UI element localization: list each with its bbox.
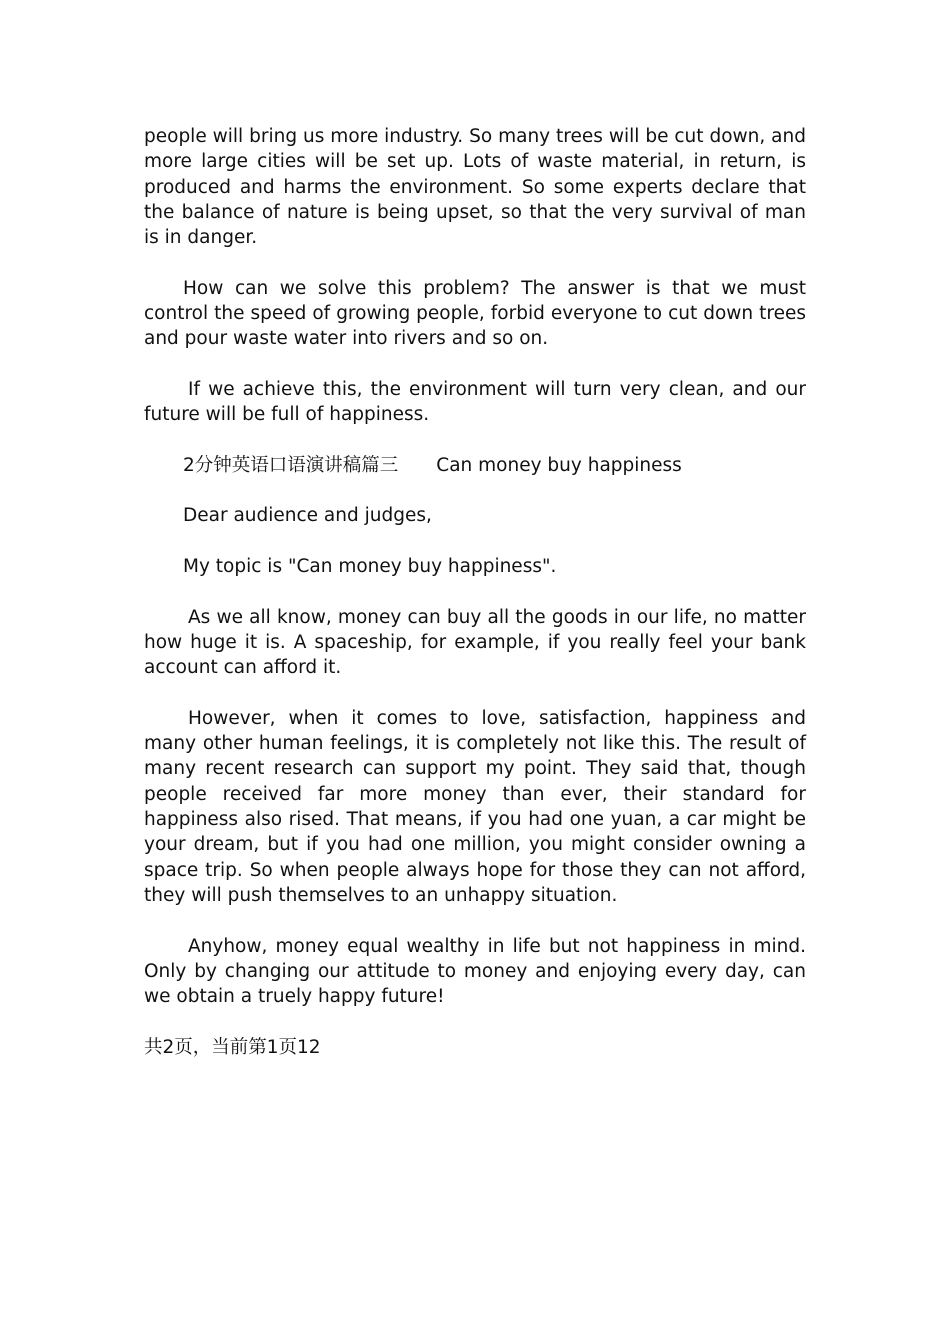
paragraph-environment-problems: people will bring us more industry. So many trees will be cut down, and more large cities will be set up. Lots of waste material, in return, is produced and harms the environment. So some experts declare that the balance of nature is being upset, so that the very survival of man is in danger. [144, 126, 806, 249]
paragraph-money-buys-goods: As we all know, money can buy all the goods in our life, no matter how huge it is. A spaceship, for example, if you really feel your bank account can afford it. [144, 606, 806, 679]
document-page [144, 124, 806, 1060]
paragraph-human-feelings: However, when it comes to love, satisfaction, happiness and many other human feelings, it is completely not like this. The result of many recent research can support my point. They said that, though people received far more money than ever, their standard for happiness also rised. That means, if you had one yuan, a car might be your dream, but if you had one million, you might consider owning a space trip. So when people always hope for those they can not afford, they will push themselves to an unhappy situation. [144, 707, 806, 906]
section-title-cn: 2分钟英语口语演讲稿篇三 [183, 454, 399, 476]
page-footer: 共2页，当前第1页12 [144, 1036, 321, 1058]
section-heading [144, 453, 806, 478]
paragraph-attitude-to-money: Anyhow, money equal wealthy in life but not happiness in mind. Only by changing our attitude to money and enjoying every day, can we obtain a truely happy future! [144, 935, 806, 1008]
paragraph-conclusion: If we achieve this, the environment will turn very clean, and our future will be full of happiness. [144, 378, 806, 426]
section-title-en: Can money buy happiness [436, 454, 682, 476]
speech-greeting: Dear audience and judges, [183, 505, 432, 527]
paragraph-solution: How can we solve this problem? The answer is that we must control the speed of growing people, forbid everyone to cut down trees and pour waste water into rivers and so on. [144, 277, 806, 350]
speech-topic: My topic is "Can money buy happiness". [183, 556, 557, 578]
